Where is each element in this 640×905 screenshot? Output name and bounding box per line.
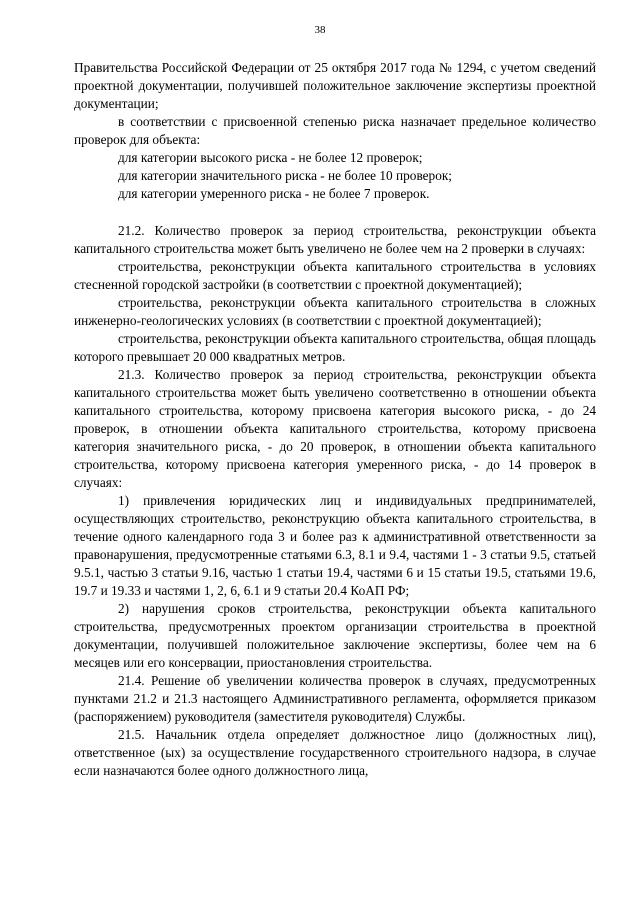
paragraph-21-3: 21.3. Количество проверок за период строительства, реконструкции объекта капитального строительства может быть увеличено соответственно в отношении объекта капитального строительства, которому присвоена категория высокого риска, - до 24 проверок, в отношении объекта капитального строительства, которому присвоена категория значительного риска, - до 20 проверок, в отношении объекта капитального строительства, которому присвоена категория умеренного риска, - до 14 проверок в случаях: [74,367,596,490]
paragraph-spacer [74,203,596,222]
paragraph-21-2: 21.2. Количество проверок за период строительства, реконструкции объекта капитального строительства может быть увеличено не более чем на 2 проверки в случаях: [74,223,596,256]
document-body [74,59,596,780]
paragraph-case-1: 1) привлечения юридических лиц и индивидуальных предпринимателей, осуществляющих строительство, реконструкцию объекта капитального строительства, в течение одного календарного года 3 и более раз к административной ответственности за правонарушения, предусмотренные статьями 6.3, 8.1 и 9.4, частями 1 - 3 статьи 9.5, статьей 9.5.1, частью 3 статьи 9.16, частью 1 статьи 19.4, частями 6 и 15 статьи 19.5, статьями 19.6, 19.7 и 19.33 и частями 1, 2, 6, 6.1 и 9 статьи 20.4 КоАП РФ; [74,493,596,598]
list-item-significant-risk: для категории значительного риска - не более 10 проверок; [118,168,452,183]
paragraph-21-4: 21.4. Решение об увеличении количества проверок в случаях, предусмотренных пунктами 21.2 и 21.3 настоящего Административного регламента, оформляется приказом (распоряжением) руководителя (заместителя руководителя) Службы. [74,673,596,724]
paragraph-large-area: строительства, реконструкции объекта капитального строительства, общая площадь которого превышает 20 000 квадратных метров. [74,331,596,364]
page-number: 38 [314,24,326,36]
list-item-high-risk: для категории высокого риска - не более 12 проверок; [118,150,423,165]
paragraph-case-2: 2) нарушения сроков строительства, реконструкции объекта капитального строительства, предусмотренных проектом организации строительства в проектной документации, получившей положительное заключение экспертизы, более чем на 6 месяцев или его консервации, приостановления строительства. [74,601,596,670]
list-item-moderate-risk: для категории умеренного риска - не более 7 проверок. [118,186,430,201]
paragraph-government-decree: Правительства Российской Федерации от 25 октября 2017 года № 1294, с учетом сведений проектной документации, получившей положительное заключение экспертизы проектной документации; [74,60,596,111]
paragraph-21-5: 21.5. Начальник отдела определяет должностное лицо (должностных лиц), ответственное (ых) за осуществление государственного строительного надзора, в случае если назначаются более одного должностного лица, [74,727,596,778]
paragraph-geological-conditions: строительства, реконструкции объекта капитального строительства в сложных инженерно-геологических условиях (в соответствии с проектной документацией); [74,295,596,328]
paragraph-cramped-development: строительства, реконструкции объекта капитального строительства в условиях стесненной городской застройки (в соответствии с проектной документацией); [74,259,596,292]
paragraph-risk-assignment: в соответствии с присвоенной степенью риска назначает предельное количество проверок для объекта: [74,114,596,147]
